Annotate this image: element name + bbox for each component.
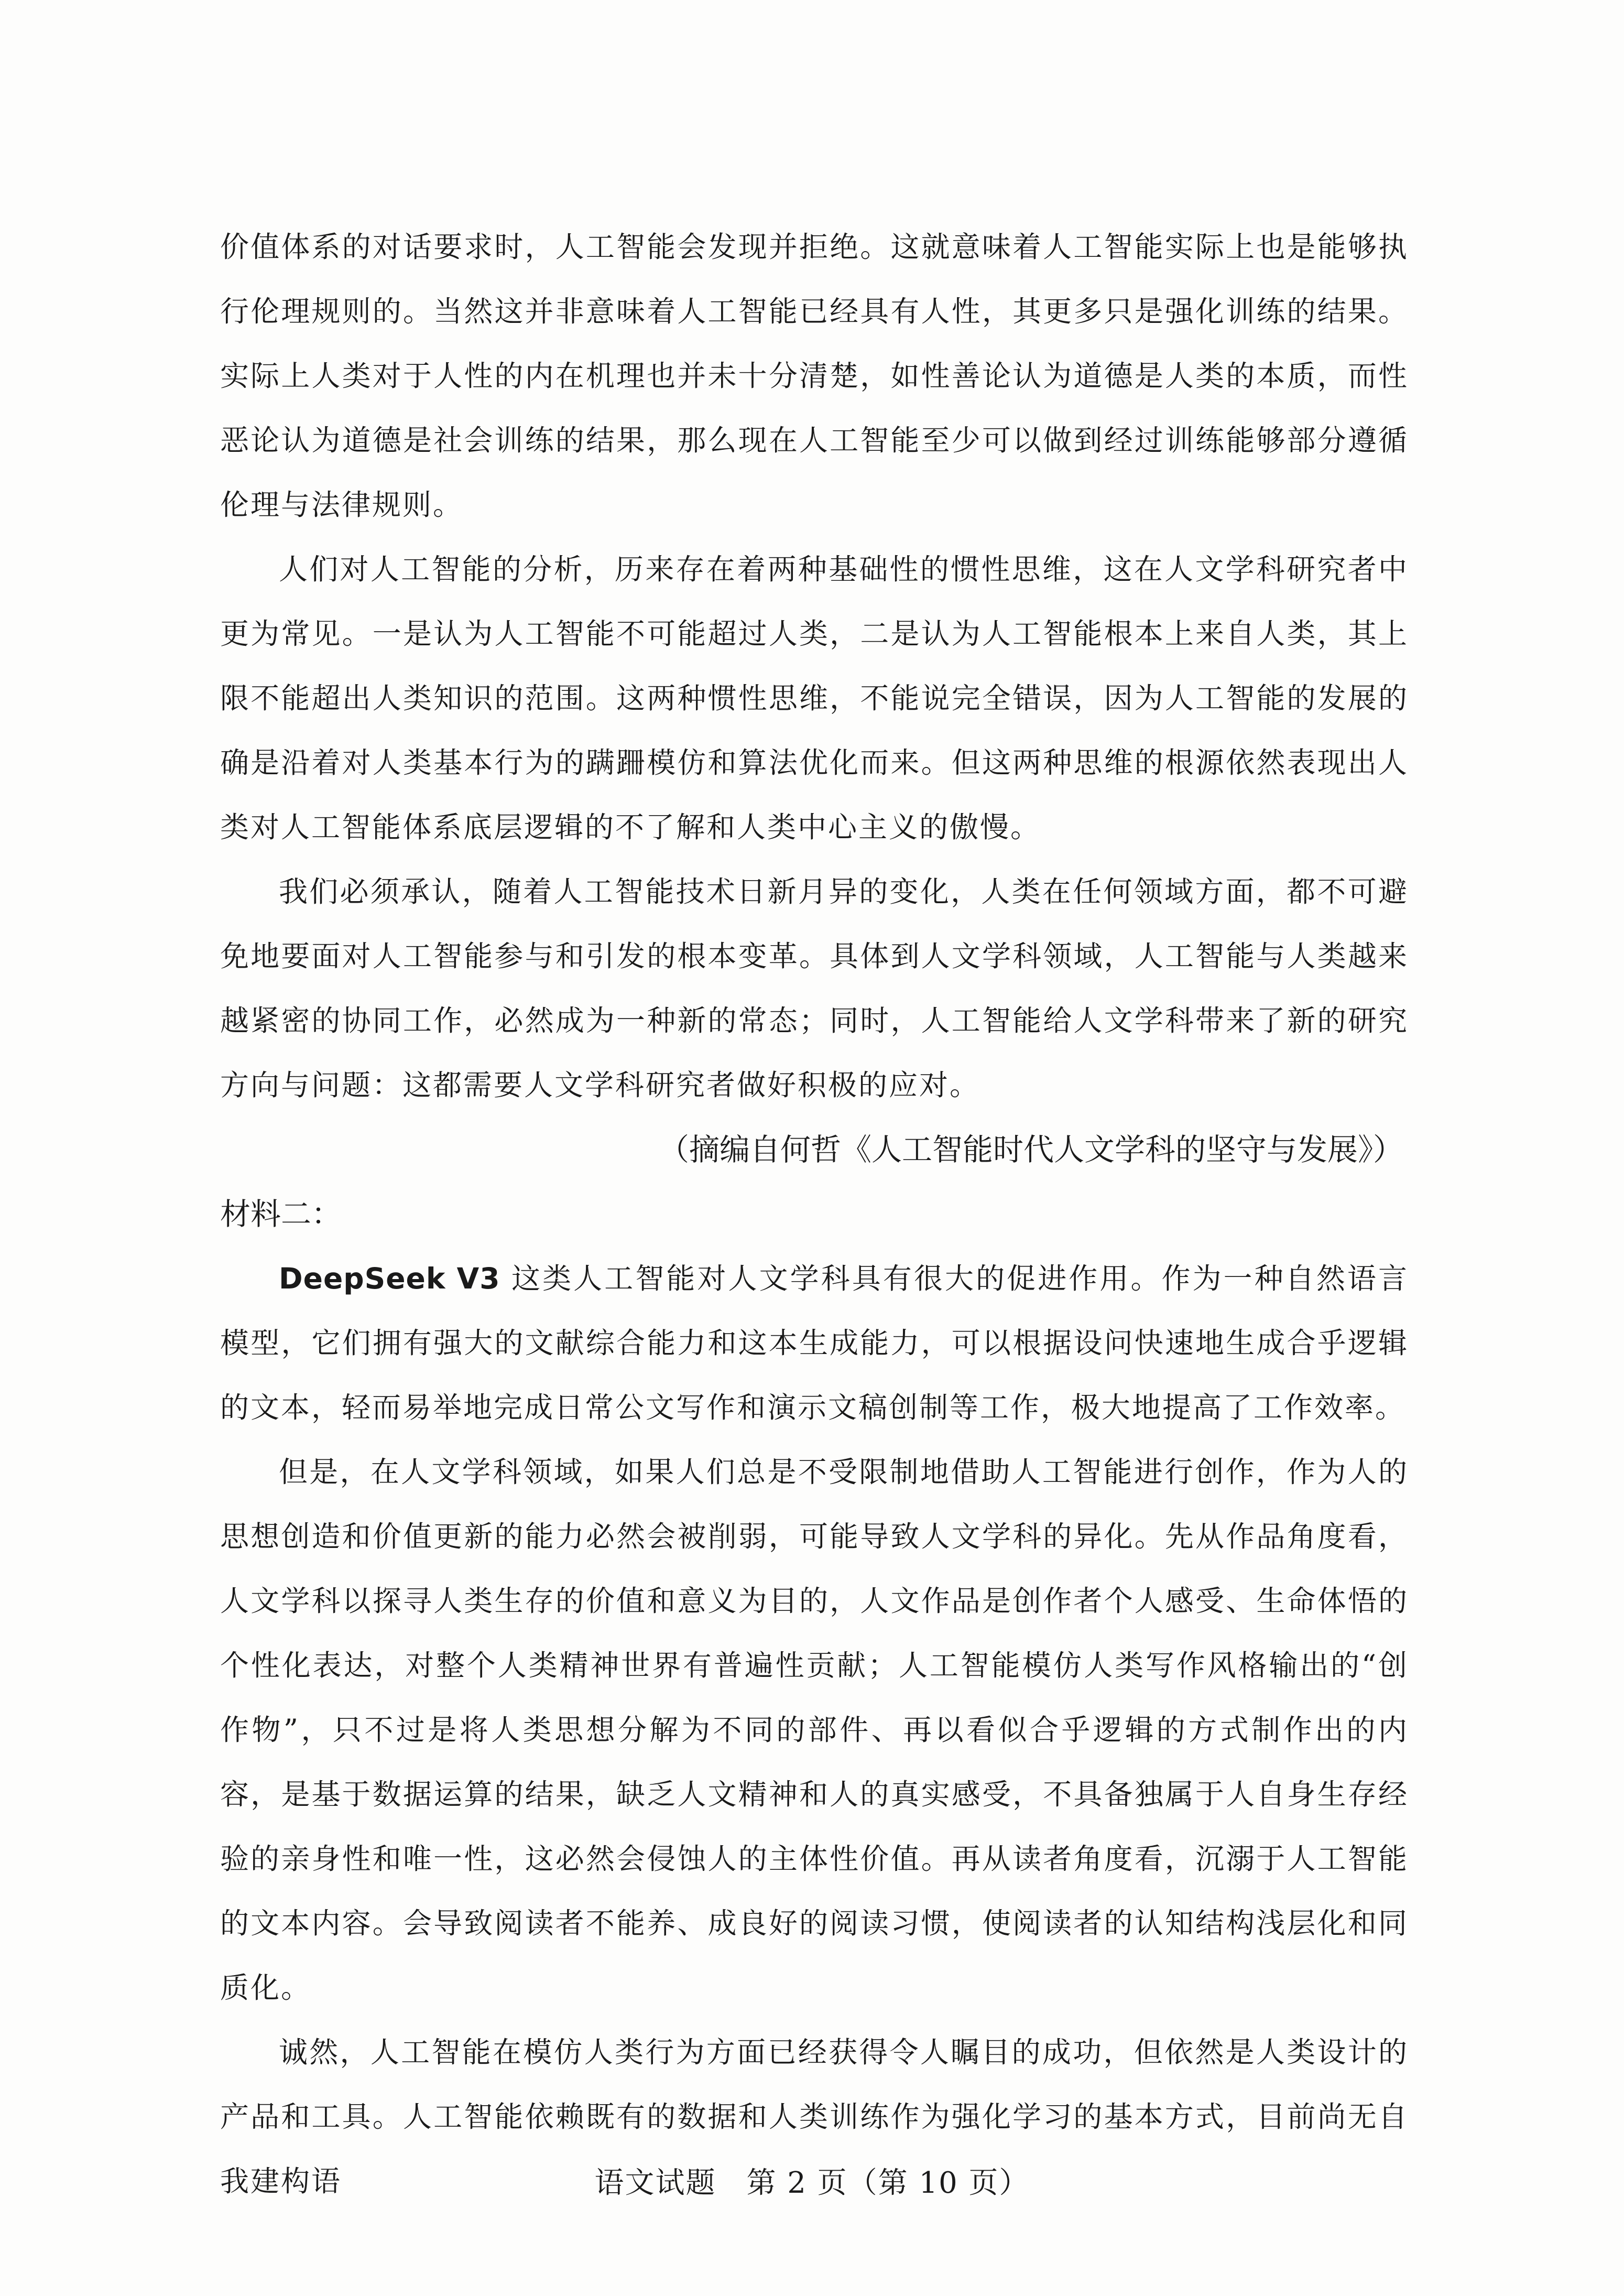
- page-content: [220, 215, 1409, 2214]
- paragraph-continued: 价值体系的对话要求时，人工智能会发现并拒绝。这就意味着人工智能实际上也是能够执行伦理规则的。当然这并非意味着人工智能已经具有人性，其更多只是强化训练的结果。实际上人类对于人性的内在机理也并未十分清楚，如性善论认为道德是人类的本质，而性恶论认为道德是社会训练的结果，那么现在人工智能至少可以做到经过训练能够部分遵循伦理与法律规则。: [220, 230, 1409, 522]
- source-citation: （摘编自何哲《人工智能时代人文学科的坚守与发展》）: [658, 1132, 1403, 1167]
- paragraph-alienation: 但是，在人文学科领域，如果人们总是不受限制地借助人工智能进行创作，作为人的思想创造和价值更新的能力必然会被削弱，可能导致人文学科的异化。先从作品角度看，人文学科以探寻人类生存的价值和意义为目的，人文作品是创作者个人感受、生命体悟的个性化表达，对整个人类精神世界有普遍性贡献；人工智能模仿人类写作风格输出的“创作物”，只不过是将人类思想分解为不同的部件、再以看似合乎逻辑的方式制作出的内容，是基于数据运算的结果，缺乏人文精神和人的真实感受，不具备独属于人自身生存经验的亲身性和唯一性，这必然会侵蚀人的主体性价值。再从读者角度看，沉溺于人工智能的文本内容。会导致阅读者不能养、成良好的阅读习惯，使阅读者的认知结构浅层化和同质化。: [220, 1455, 1409, 2005]
- paragraph-acknowledge-change: 我们必须承认，随着人工智能技术日新月异的变化，人类在任何领域方面，都不可避免地要面对人工智能参与和引发的根本变革。具体到人文学科领域，人工智能与人类越来越紧密的协同工作，必然成为一种新的常态；同时，人工智能给人文学科带来了新的研究方向与问题：这都需要人文学科研究者做好积极的应对。: [220, 875, 1409, 1102]
- paragraph-inertia-thinking: 人们对人工智能的分析，历来存在着两种基础性的惯性思维，这在人文学科研究者中更为常见。一是认为人工智能不可能超过人类，二是认为人工智能根本上来自人类，其上限不能超出人类知识的范围。这两种惯性思维，不能说完全错误，因为人工智能的发展的确是沿着对人类基本行为的蹒跚模仿和算法优化而来。但这两种思维的根源依然表现出人类对人工智能体系底层逻辑的不了解和人类中心主义的傲慢。: [220, 553, 1409, 844]
- paragraph-deepseek: [220, 1247, 1409, 1440]
- page-footer: 语文试题 第 2 页（第 10 页）: [594, 2166, 1030, 2200]
- deepseek-model-name: DeepSeek V3: [279, 1262, 500, 1295]
- paragraph-indeed: 诚然，人工智能在模仿人类行为方面已经获得令人瞩目的成功，但依然是人类设计的产品和工具。人工智能依赖既有的数据和人类训练作为强化学习的基本方式，目前尚无自我建构语: [220, 2035, 1409, 2198]
- paragraph-deepseek-text: 这类人工智能对人文学科具有很大的促进作用。作为一种自然语言模型，它们拥有强大的文献综合能力和这本生成能力，可以根据设问快速地生成合乎逻辑的文本，轻而易举地完成日常公文写作和演示文稿创制等工作，极大地提高了工作效率。: [220, 1262, 1409, 1424]
- material-two-heading: 材料二：: [220, 1196, 342, 1232]
